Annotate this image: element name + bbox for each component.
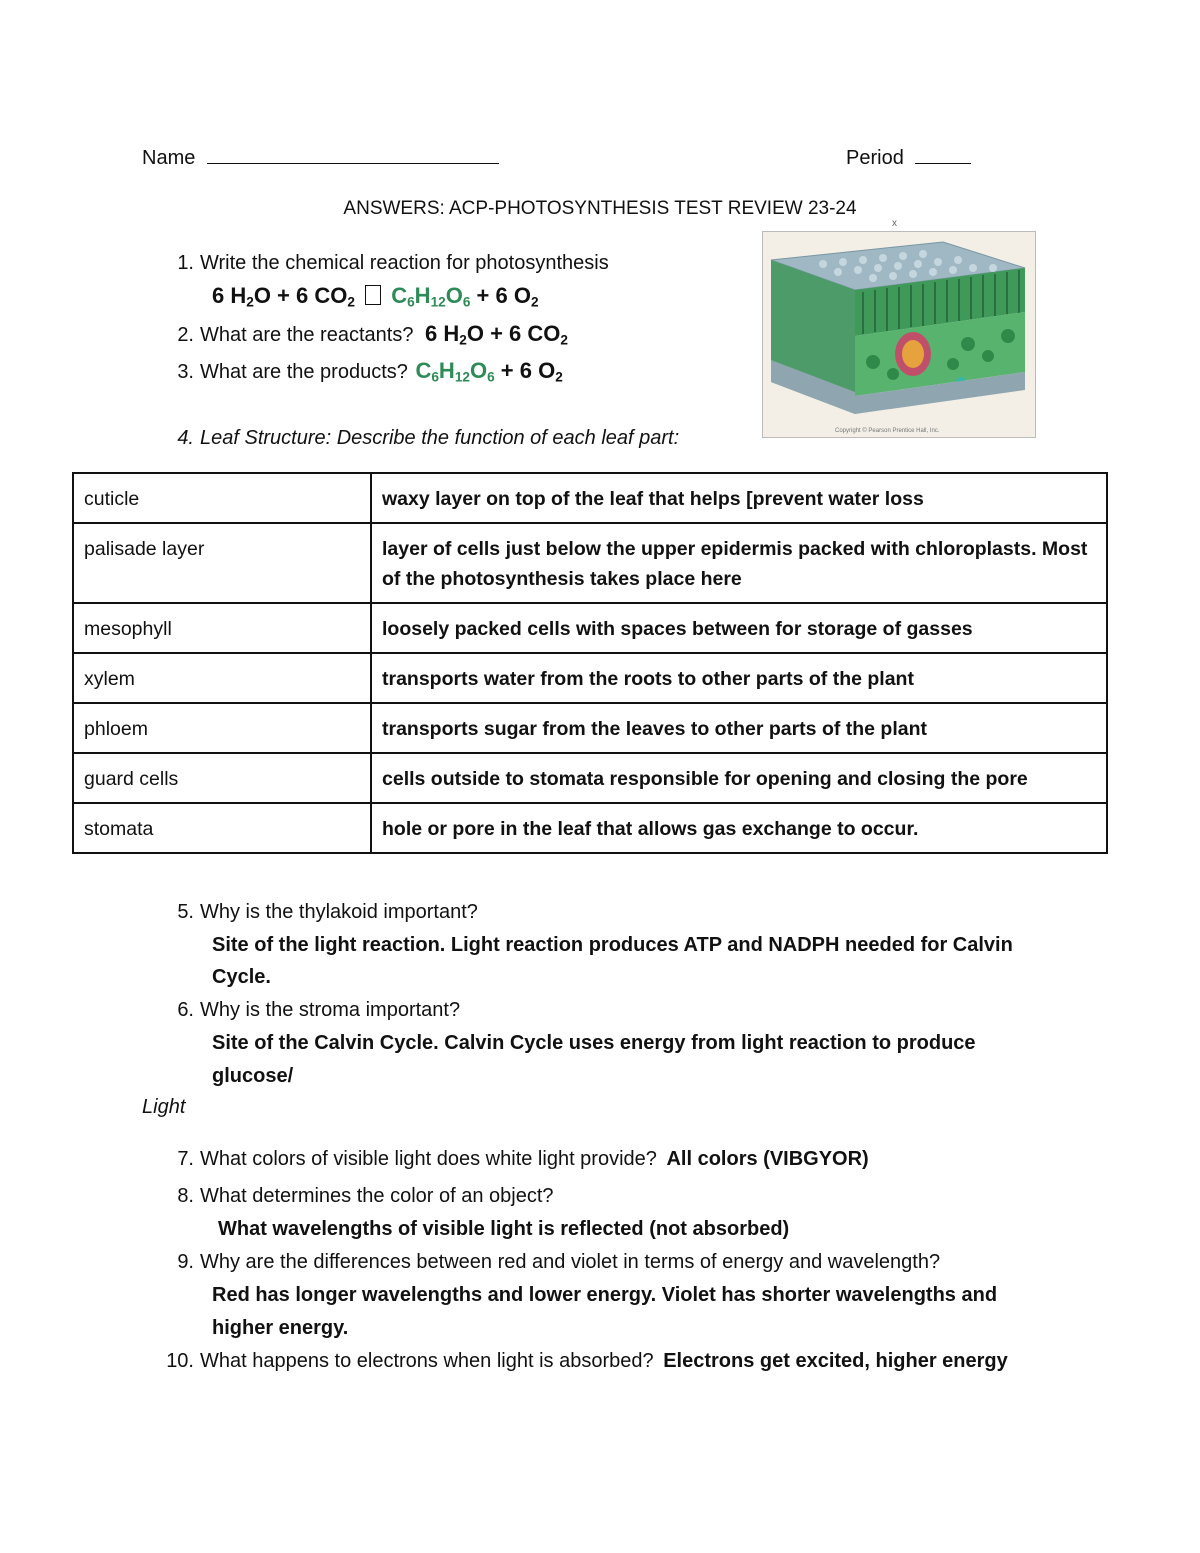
question-number: 4.	[177, 427, 194, 449]
question-number: 7.	[177, 1148, 194, 1170]
table-row	[73, 803, 1107, 853]
question-number: 6.	[177, 999, 194, 1021]
leaf-function-cell: transports water from the roots to other parts of the plant	[371, 653, 1107, 703]
question-text: Why is the thylakoid important?	[200, 901, 478, 923]
name-label: Name	[142, 147, 196, 169]
products-answer: $C_6H_{12}O_6 + 6$ $O_2$	[415, 358, 563, 385]
question-answer: Site of the light reaction. Light reaction produces ATP and NADPH needed for Calvin Cycle.	[212, 933, 1013, 988]
question-text: Why is the stroma important?	[200, 999, 461, 1021]
table-row	[73, 523, 1107, 603]
period-blank-line[interactable]	[915, 143, 971, 164]
question-text: What determines the color of an object?	[200, 1185, 554, 1207]
name-field	[142, 143, 499, 171]
table-row	[73, 703, 1107, 753]
question-text: What are the reactants?	[200, 324, 414, 346]
question-1	[160, 250, 609, 276]
question-text: What colors of visible light does white light provide?	[200, 1148, 657, 1170]
question-answer: What wavelengths of visible light is reflected (not absorbed)	[218, 1218, 790, 1240]
question-answer: All colors (VIBGYOR)	[666, 1148, 869, 1170]
equation-reactants: 6 $H_2O + 6$ $CO_2$	[212, 283, 355, 310]
period-label: Period	[846, 147, 904, 169]
leaf-part-cell: mesophyll	[73, 603, 371, 653]
question-text: Why are the differences between red and violet in terms of energy and wavelength?	[200, 1251, 941, 1273]
leaf-function-cell: layer of cells just below the upper epidermis packed with chloroplasts. Most of the photosynthesis takes place here	[371, 523, 1107, 603]
question-number: 10.	[166, 1350, 194, 1372]
table-row	[73, 603, 1107, 653]
leaf-part-cell: cuticle	[73, 473, 371, 523]
equation-glucose: $C_6H_{12}O_6$	[391, 283, 471, 310]
section-heading-light: Light	[142, 1096, 186, 1118]
question-10	[160, 1345, 1060, 1378]
question-number: 2.	[177, 324, 194, 346]
leaf-part-cell: palisade layer	[73, 523, 371, 603]
question-text: Write the chemical reaction for photosynthesis	[200, 252, 609, 274]
table-row	[73, 473, 1107, 523]
question-answer: Electrons get excited, higher energy	[663, 1350, 1008, 1372]
question-3	[160, 358, 563, 385]
photosynthesis-equation	[212, 283, 539, 309]
question-answer: Red has longer wavelengths and lower energy. Violet has shorter wavelengths and higher energy.	[212, 1284, 998, 1339]
period-field	[846, 143, 971, 171]
question-8	[160, 1180, 789, 1246]
name-blank-line[interactable]	[207, 143, 499, 164]
table-row	[73, 653, 1107, 703]
leaf-cross-section-illustration	[763, 232, 1035, 437]
equation-oxygen: + 6 $O_2$	[476, 283, 539, 310]
leaf-cross-section-figure	[762, 231, 1036, 438]
question-2	[160, 321, 568, 348]
leaf-part-cell: stomata	[73, 803, 371, 853]
question-5	[160, 896, 1060, 994]
question-number: 3.	[177, 361, 194, 383]
question-text: Leaf Structure: Describe the function of each leaf part:	[200, 427, 680, 449]
question-number: 1.	[177, 252, 194, 274]
question-9	[160, 1246, 1060, 1345]
leaf-function-cell: hole or pore in the leaf that allows gas exchange to occur.	[371, 803, 1107, 853]
question-number: 5.	[177, 901, 194, 923]
page-title: ANSWERS: ACP-PHOTOSYNTHESIS TEST REVIEW 23-24	[343, 198, 857, 219]
figure-corner-mark: x	[892, 218, 897, 229]
leaf-function-cell: cells outside to stomata responsible for opening and closing the pore	[371, 753, 1107, 803]
figure-caption: Copyright © Pearson Prentice Hall, Inc.	[835, 428, 940, 434]
question-7	[160, 1146, 869, 1172]
leaf-function-cell: transports sugar from the leaves to other parts of the plant	[371, 703, 1107, 753]
leaf-part-cell: phloem	[73, 703, 371, 753]
leaf-part-cell: xylem	[73, 653, 371, 703]
question-answer: Site of the Calvin Cycle. Calvin Cycle uses energy from light reaction to produce glucose/	[212, 1032, 976, 1087]
question-4	[160, 425, 679, 451]
equation-arrow-glyph	[365, 285, 381, 305]
leaf-function-cell: waxy layer on top of the leaf that helps [prevent water loss	[371, 473, 1107, 523]
table-row	[73, 753, 1107, 803]
leaf-part-cell: guard cells	[73, 753, 371, 803]
leaf-function-cell: loosely packed cells with spaces between for storage of gasses	[371, 603, 1107, 653]
leaf-structure-table	[72, 472, 1108, 854]
question-text: What happens to electrons when light is absorbed?	[200, 1350, 654, 1372]
question-6	[160, 994, 1060, 1093]
question-number: 8.	[177, 1185, 194, 1207]
reactants-answer: 6 $H_2O + 6$ $CO_2$	[425, 321, 568, 348]
question-number: 9.	[177, 1251, 194, 1273]
question-text: What are the products?	[200, 361, 408, 383]
